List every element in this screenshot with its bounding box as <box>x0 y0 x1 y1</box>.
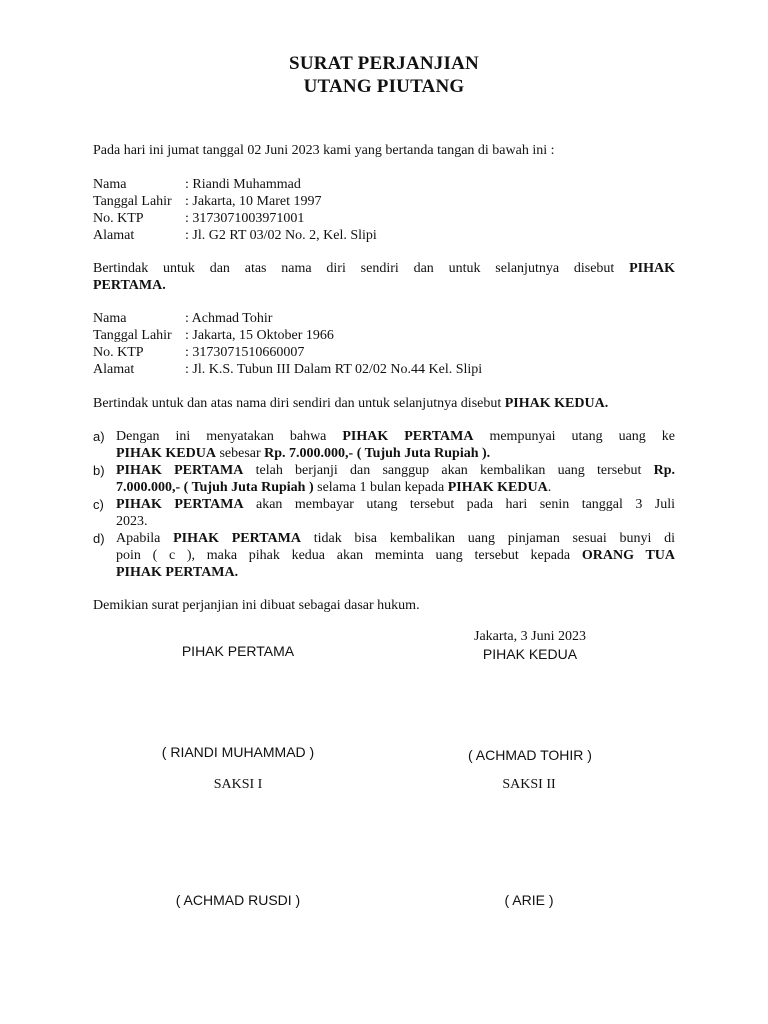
field-label: Alamat <box>93 228 135 243</box>
document-title-line1: SURAT PERJANJIAN <box>289 53 479 74</box>
party2-sign-name: ( ACHMAD TOHIR ) <box>468 747 592 763</box>
closing-paragraph: Demikian surat perjanjian ini dibuat sebagai dasar hukum. <box>93 598 420 613</box>
witness1-name: ( ACHMAD RUSDI ) <box>175 892 301 908</box>
document-title-line2: UTANG PIUTANG <box>303 76 465 97</box>
field-label: Nama <box>93 311 127 326</box>
field-value: : Riandi Muhammad <box>185 177 301 192</box>
party1-designation: PIHAK <box>629 261 675 276</box>
party1-birth-row <box>93 193 321 210</box>
field-value: : 3173071003971001 <box>185 211 305 226</box>
list-marker: a) <box>93 429 105 444</box>
party2-name-row <box>93 310 272 327</box>
party2-ktp-row <box>93 344 304 361</box>
field-value: : Jakarta, 15 Oktober 1966 <box>185 328 334 343</box>
witness2-name: ( ARIE ) <box>504 892 554 908</box>
list-marker: d) <box>93 531 105 546</box>
field-label: Alamat <box>93 362 135 377</box>
field-label: Tanggal Lahir <box>93 328 172 343</box>
clause-d: d) Apabila PIHAK PERTAMA tidak bisa kembalikan uang pinjaman sesuai bunyi di poin ( c ), maka pihak kedua akan meminta uang tersebut kepada ORANG TUA PIHAK PERTAMA. <box>93 531 676 580</box>
field-label: No. KTP <box>93 211 144 226</box>
party2-birth-row <box>93 327 334 344</box>
field-value: : Jakarta, 10 Maret 1997 <box>185 194 322 209</box>
party1-sign-name: ( RIANDI MUHAMMAD ) <box>161 744 315 760</box>
opening-paragraph: Pada hari ini jumat tanggal 02 Juni 2023 kami yang bertanda tangan di bawah ini : <box>93 143 555 158</box>
field-value: : Jl. K.S. Tubun III Dalam RT 02/02 No.44 Kel. Slipi <box>185 362 483 377</box>
list-marker: c) <box>93 497 104 512</box>
field-label: No. KTP <box>93 345 144 360</box>
field-label: Nama <box>93 177 127 192</box>
clause-c: c) PIHAK PERTAMA akan membayar utang tersebut pada hari senin tanggal 3 Juli 2023. <box>93 497 675 529</box>
clause-b: b) PIHAK PERTAMA telah berjanji dan sanggup akan kembalikan uang tersebut Rp. 7.000.000,- ( Tujuh Juta Rupiah ) selama 1 bulan kepada PIHAK KEDUA. <box>93 463 675 495</box>
field-label: Tanggal Lahir <box>93 194 172 209</box>
field-value: : Jl. G2 RT 03/02 No. 2, Kel. Slipi <box>185 228 377 243</box>
party2-sign-label: PIHAK KEDUA <box>482 646 578 662</box>
party2-address-row <box>93 361 482 378</box>
party1-name-row <box>93 176 301 193</box>
field-value: : Achmad Tohir <box>185 311 273 326</box>
party1-address-row <box>93 227 377 244</box>
place-date: Jakarta, 3 Juni 2023 <box>474 629 586 644</box>
party1-statement: Bertindak untuk dan atas nama diri sendiri dan untuk selanjutnya disebut PIHAK PERTAMA. <box>93 261 675 293</box>
list-marker: b) <box>93 463 105 478</box>
party2-statement: Bertindak untuk dan atas nama diri sendiri dan untuk selanjutnya disebut PIHAK KEDUA. <box>93 396 609 411</box>
witness1-label: SAKSI I <box>213 777 263 792</box>
clause-a: a) Dengan ini menyatakan bahwa PIHAK PERTAMA mempunyai utang uang ke PIHAK KEDUA sebesar Rp. 7.000.000,- ( Tujuh Juta Rupiah ). <box>93 429 675 461</box>
party1-sign-label: PIHAK PERTAMA <box>181 643 295 659</box>
field-value: : 3173071510660007 <box>185 345 305 360</box>
party1-ktp-row <box>93 210 304 227</box>
witness2-label: SAKSI II <box>502 777 556 792</box>
party2-designation: PIHAK KEDUA. <box>504 396 609 411</box>
